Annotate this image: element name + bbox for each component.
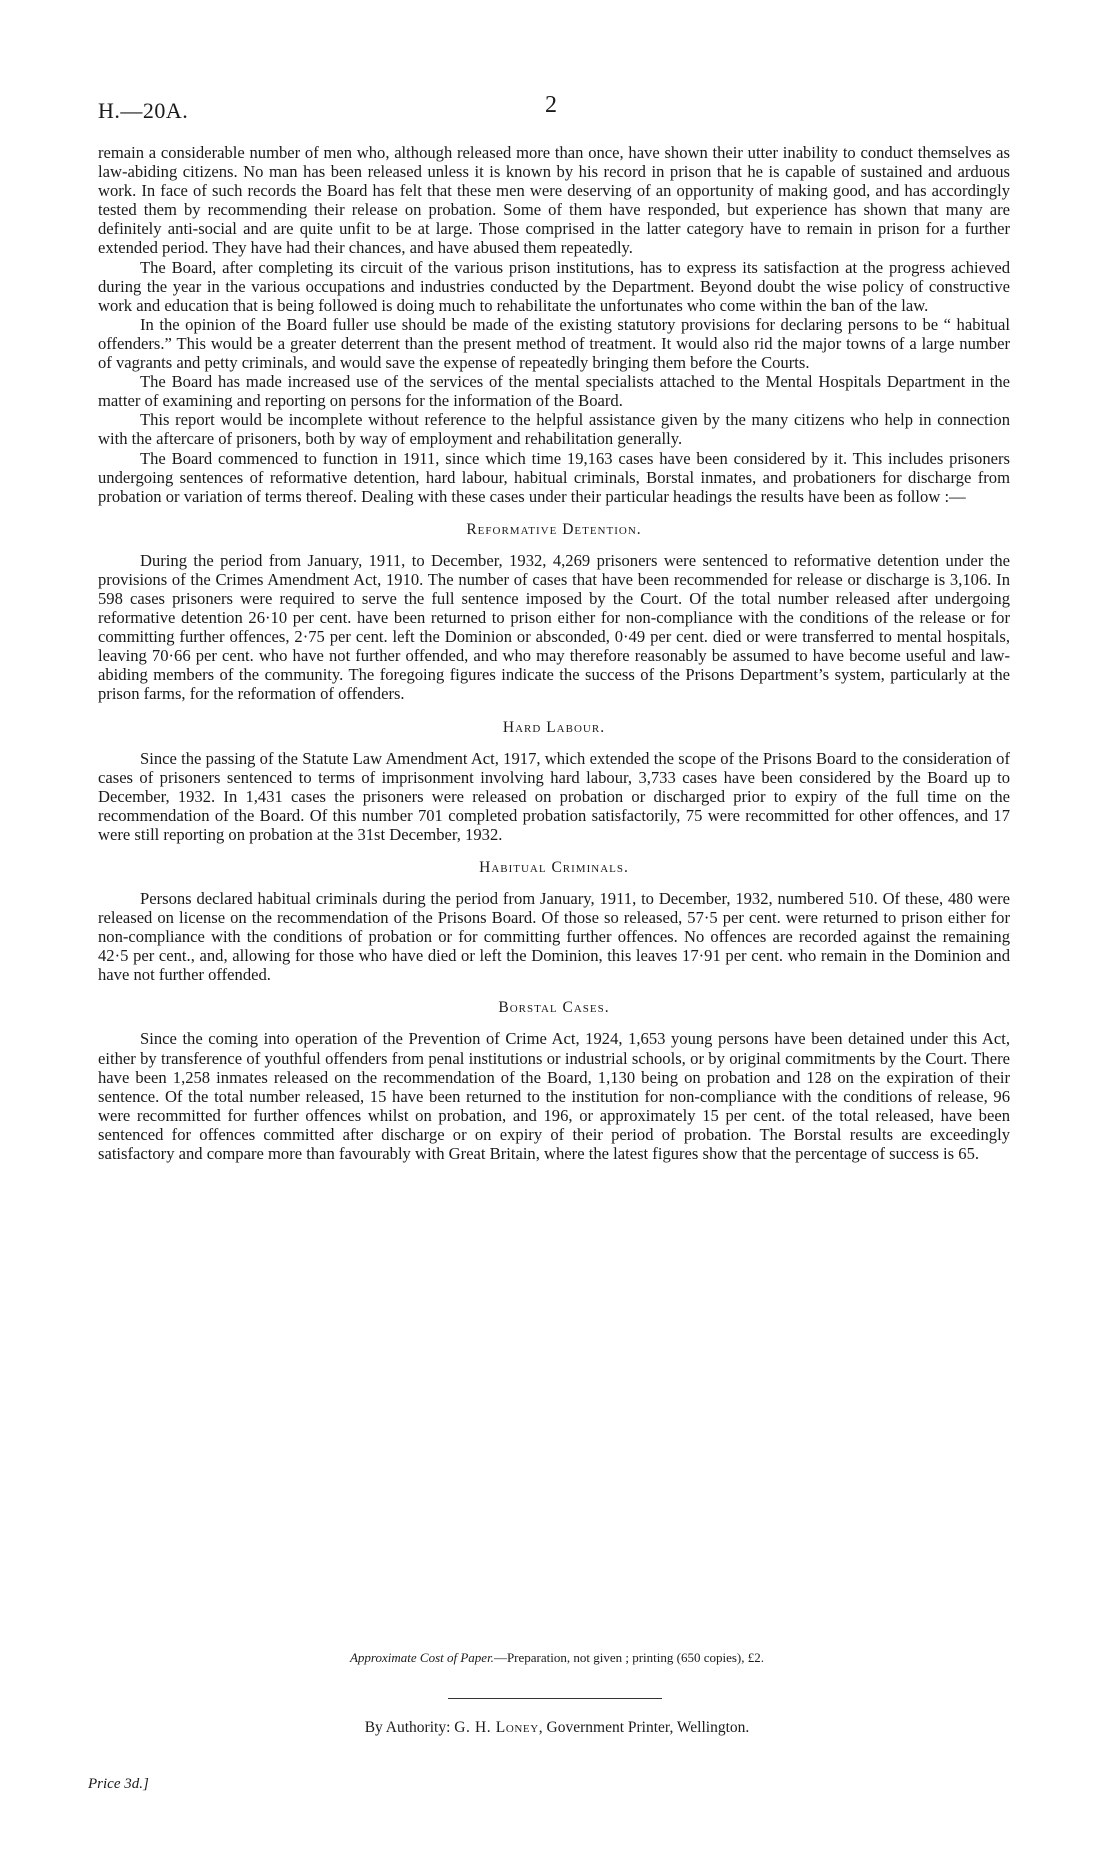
authority-prefix: By Authority: — [364, 1719, 455, 1736]
section-paragraph: During the period from January, 1911, to December, 1932, 4,269 prisoners were sentenced to reformative detention under the provisions of the Crimes Amendment Act, 1910. The number of cases that have been recommended for release or discharge is 3,106. In 598 cases prisoners were required to serve the full sentence imposed by the Court. Of the total number released after undergoing reformative detention 26·10 per cent. have been returned to prison either for non-compliance with the conditions of the release or for committing further offences, 2·75 per cent. left the Dominion or absconded, 0·49 per cent. died or were transferred to mental hospitals, leaving 70·66 per cent. who have not further offended, and who may therefore reasonably be assumed to have become useful and law-abiding members of the community. The foregoing figures indicate the success of the Prisons Department’s system, particularly at the prison farms, for the reformation of offenders. — [98, 550, 1010, 704]
section-paragraph: Since the passing of the Statute Law Amendment Act, 1917, which extended the scope of the Prisons Board to the consideration of cases of prisoners sentenced to terms of imprisonment involving hard labour, 3,733 cases have been considered by the Board up to December, 1932. In 1,431 cases the prisoners were released on probation or discharged prior to expiry of the full time on the recommendation of the Board. Of this number 701 completed probation satisfactorily, 75 were recommitted for other offences, and 17 were still reporting on probation at the 31st December, 1932. — [98, 748, 1010, 844]
cost-of-paper-note — [0, 1650, 1114, 1666]
printer-name: G. H. Loney — [454, 1719, 539, 1736]
section-heading-reformative-detention: Reformative Detention. — [466, 520, 642, 538]
price-note: Price 3d.] — [88, 1776, 149, 1792]
section-heading-borstal-cases: Borstal Cases. — [498, 999, 610, 1017]
body-paragraph: The Board has made increased use of the services of the mental specialists attached to the Mental Hospitals Department in the matter of examining and reporting on persons for the information of the Board. — [98, 372, 1010, 411]
section-heading-habitual-criminals: Habitual Criminals. — [479, 859, 629, 876]
footer-divider — [448, 1698, 662, 1699]
section-paragraph: Since the coming into operation of the Prevention of Crime Act, 1924, 1,653 young persons have been detained under this Act, either by transference of youthful offenders from penal institutions or industrial schools, or by original commitments by the Court. There have been 1,258 inmates released on the recommendation of the Board, 1,130 being on probation and 128 on the expiration of their sentence. Of the total number released, 15 have been returned to the institution for non-compliance with the conditions of release, 96 were recommitted for further offences whilst on probation, and 196, or approximately 15 per cent. of the total released, have been sentenced for offences committed after discharge or on expiry of their period of probation. The Borstal results are exceedingly satisfactory and compare more than favourably with Great Britain, where the latest figures show that the percentage of success is 65. — [98, 1029, 1010, 1164]
printer-authority — [0, 1719, 1114, 1737]
page-number: 2 — [545, 92, 557, 118]
authority-suffix: , Government Printer, Wellington. — [538, 1719, 750, 1736]
body-paragraph: The Board commenced to function in 1911, since which time 19,163 cases have been considered by it. This includes prisoners undergoing sentences of reformative detention, hard labour, habitual criminals, Borstal inmates, and probationers for discharge from probation or variation of terms thereof. Dealing with these cases under their particular headings the results have been as follow :— — [98, 448, 1010, 506]
section-heading-hard-labour: Hard Labour. — [502, 718, 606, 736]
body-paragraph: In the opinion of the Board fuller use should be made of the existing statutory provisions for declaring persons to be “ habitual offenders.” This would be a greater deterrent than the present method of treatment. It would also rid the major towns of a large number of vagrants and petty criminals, and would save the expense of repeatedly bringing them before the Courts. — [98, 314, 1010, 373]
body-paragraph: This report would be incomplete without reference to the helpful assistance given by the many citizens who help in connection with the aftercare of prisoners, both by way of employment and rehabilitation generally. — [98, 410, 1010, 449]
section-paragraph: Persons declared habitual criminals during the period from January, 1911, to December, 1932, numbered 510. Of these, 480 were released on license on the recommendation of the Prisons Board. Of those so released, 57·5 per cent. were returned to prison either for non-compliance with the conditions of probation or for committing further offences. No offences are recorded against the remaining 42·5 per cent., and, allowing for those who have died or left the Dominion, this leaves 17·91 per cent. who remain in the Dominion and have not further offended. — [98, 889, 1010, 985]
cost-label: Approximate Cost of Paper. — [349, 1650, 494, 1665]
body-paragraph: The Board, after completing its circuit of the various prison institutions, has to express its satisfaction at the progress achieved during the year in the various occupations and industries conducted by the Department. Beyond doubt the wise policy of constructive work and education that is being followed is doing much to rehabilitate the unfortunates who come within the ban of the law. — [98, 257, 1010, 315]
document-reference: H.—20A. — [98, 98, 189, 123]
body-paragraph: remain a considerable number of men who, although released more than once, have shown their utter inability to conduct themselves as law-abiding citizens. No man has been released unless it is known by his record in prison that he is capable of sustained and arduous work. In face of such records the Board has felt that these men were deserving of an opportunity of making good, and has accordingly tested them by recommending their release on probation. Some of them have responded, but experience has shown that many are definitely anti-social and are quite unfit to be at large. Those comprised in the latter category have to remain in prison for a further extended period. They have had their chances, and have abused them repeatedly. — [98, 143, 1010, 258]
cost-detail: —Preparation, not given ; printing (650 copies), £2. — [493, 1650, 764, 1665]
report-body — [98, 143, 1010, 1163]
